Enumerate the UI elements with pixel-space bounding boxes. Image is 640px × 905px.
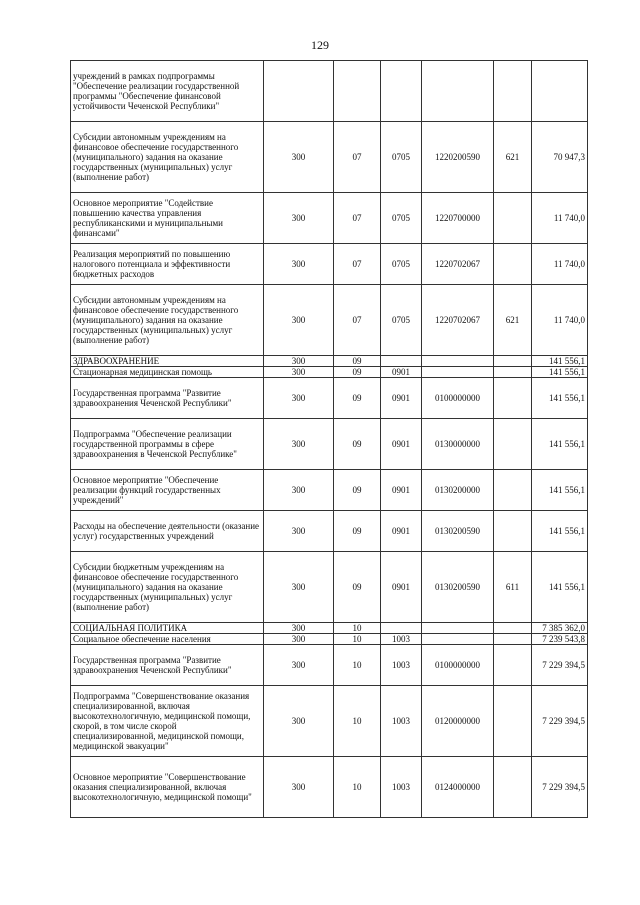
subsection-code-cell: 0901 (381, 419, 422, 470)
amount-cell: 7 229 394,5 (532, 757, 588, 818)
subsection-code-cell (381, 356, 422, 367)
amount-cell: 7 239 543,8 (532, 634, 588, 645)
amount-cell: 141 556,1 (532, 367, 588, 378)
amount-cell: 141 556,1 (532, 552, 588, 623)
row-name-cell: Основное мероприятие "Совершенствование оказания специализированной, включая высокотехнологичную, медицинской помощи" (71, 757, 264, 818)
row-name-cell: Основное мероприятие "Обеспечение реализации функций государственных учреждений" (71, 470, 264, 511)
expense-type-cell (494, 378, 532, 419)
amount-cell: 141 556,1 (532, 470, 588, 511)
expense-type-cell (494, 244, 532, 285)
ministry-code-cell: 300 (264, 552, 334, 623)
table-row (71, 552, 588, 623)
subsection-code-cell: 0901 (381, 378, 422, 419)
amount-cell: 11 740,0 (532, 285, 588, 356)
table-row (71, 193, 588, 244)
expense-type-cell (494, 356, 532, 367)
section-code-cell: 09 (334, 356, 381, 367)
ministry-code-cell: 300 (264, 634, 334, 645)
subsection-code-cell (381, 623, 422, 634)
row-name-cell: учреждений в рамках подпрограммы "Обеспечение реализации государственной программы "Обеспечение финансовой устойчивости Чеченской Республики" (71, 61, 264, 122)
expense-type-cell: 621 (494, 285, 532, 356)
section-code-cell: 07 (334, 244, 381, 285)
target-article-cell: 0100000000 (422, 645, 494, 686)
section-code-cell: 10 (334, 686, 381, 757)
ministry-code-cell: 300 (264, 757, 334, 818)
ministry-code-cell (264, 61, 334, 122)
subsection-code-cell: 0901 (381, 511, 422, 552)
table-row (71, 122, 588, 193)
budget-table (70, 60, 588, 818)
target-article-cell: 0130000000 (422, 419, 494, 470)
page-number: 129 (311, 38, 329, 52)
section-code-cell: 09 (334, 367, 381, 378)
table-row (71, 686, 588, 757)
expense-type-cell (494, 757, 532, 818)
target-article-cell: 0124000000 (422, 757, 494, 818)
target-article-cell: 1220702067 (422, 244, 494, 285)
target-article-cell (422, 367, 494, 378)
amount-cell: 7 385 362,0 (532, 623, 588, 634)
table-row (71, 470, 588, 511)
subsection-code-cell: 0705 (381, 122, 422, 193)
ministry-code-cell: 300 (264, 511, 334, 552)
expense-type-cell (494, 419, 532, 470)
expense-type-cell (494, 61, 532, 122)
expense-type-cell (494, 623, 532, 634)
subsection-code-cell: 0705 (381, 244, 422, 285)
amount-cell: 70 947,3 (532, 122, 588, 193)
target-article-cell (422, 623, 494, 634)
ministry-code-cell: 300 (264, 470, 334, 511)
row-name-cell: Государственная программа "Развитие здравоохранения Чеченской Республики" (71, 645, 264, 686)
section-code-cell: 09 (334, 419, 381, 470)
row-name-cell: Субсидии бюджетным учреждениям на финансовое обеспечение государственного (муниципального) задания на оказание государственных (муниципальных) услуг (выполнение работ) (71, 552, 264, 623)
row-name-cell: Расходы на обеспечение деятельности (оказание услуг) государственных учреждений (71, 511, 264, 552)
amount-cell: 7 229 394,5 (532, 645, 588, 686)
table-row (71, 356, 588, 367)
target-article-cell: 0130200590 (422, 552, 494, 623)
ministry-code-cell: 300 (264, 285, 334, 356)
subsection-code-cell: 1003 (381, 645, 422, 686)
expense-type-cell (494, 634, 532, 645)
ministry-code-cell: 300 (264, 419, 334, 470)
section-code-cell: 10 (334, 645, 381, 686)
subsection-code-cell: 0705 (381, 193, 422, 244)
expense-type-cell: 621 (494, 122, 532, 193)
amount-cell (532, 61, 588, 122)
expense-type-cell: 611 (494, 552, 532, 623)
target-article-cell: 0120000000 (422, 686, 494, 757)
ministry-code-cell: 300 (264, 356, 334, 367)
section-code-cell: 09 (334, 378, 381, 419)
expense-type-cell (494, 686, 532, 757)
amount-cell: 141 556,1 (532, 378, 588, 419)
target-article-cell: 0100000000 (422, 378, 494, 419)
section-code-cell: 10 (334, 623, 381, 634)
section-code-cell (334, 61, 381, 122)
table-row (71, 367, 588, 378)
row-name-cell: Подпрограмма "Обеспечение реализации государственной программы в сфере здравоохранения в Чеченской Республике" (71, 419, 264, 470)
target-article-cell: 0130200590 (422, 511, 494, 552)
subsection-code-cell: 1003 (381, 686, 422, 757)
section-code-cell: 09 (334, 470, 381, 511)
ministry-code-cell: 300 (264, 686, 334, 757)
ministry-code-cell: 300 (264, 645, 334, 686)
target-article-cell (422, 356, 494, 367)
subsection-code-cell: 0901 (381, 470, 422, 511)
table-row (71, 244, 588, 285)
section-code-cell: 07 (334, 193, 381, 244)
subsection-code-cell: 0901 (381, 552, 422, 623)
target-article-cell (422, 61, 494, 122)
row-name-cell: Основное мероприятие "Содействие повышению качества управления республиканскими и муниципальными финансами" (71, 193, 264, 244)
row-name-cell: Государственная программа "Развитие здравоохранения Чеченской Республики" (71, 378, 264, 419)
target-article-cell: 1220702067 (422, 285, 494, 356)
section-code-cell: 07 (334, 285, 381, 356)
target-article-cell: 0130200000 (422, 470, 494, 511)
table-row (71, 61, 588, 122)
subsection-code-cell: 0901 (381, 367, 422, 378)
expense-type-cell (494, 645, 532, 686)
row-name-cell: Субсидии автономным учреждениям на финансовое обеспечение государственного (муниципального) задания на оказание государственных (муниципальных) услуг (выполнение работ) (71, 122, 264, 193)
section-code-cell: 10 (334, 757, 381, 818)
expense-type-cell (494, 367, 532, 378)
section-code-cell: 09 (334, 552, 381, 623)
row-name-cell: Социальное обеспечение населения (71, 634, 264, 645)
subsection-code-cell: 1003 (381, 634, 422, 645)
section-code-cell: 09 (334, 511, 381, 552)
row-name-cell: ЗДРАВООХРАНЕНИЕ (71, 356, 264, 367)
amount-cell: 141 556,1 (532, 511, 588, 552)
section-code-cell: 10 (334, 634, 381, 645)
ministry-code-cell: 300 (264, 367, 334, 378)
row-name-cell: Реализация мероприятий по повышению налогового потенциала и эффективности бюджетных расходов (71, 244, 264, 285)
table-row (71, 285, 588, 356)
ministry-code-cell: 300 (264, 378, 334, 419)
subsection-code-cell (381, 61, 422, 122)
amount-cell: 11 740,0 (532, 193, 588, 244)
amount-cell: 7 229 394,5 (532, 686, 588, 757)
row-name-cell: СОЦИАЛЬНАЯ ПОЛИТИКА (71, 623, 264, 634)
table-row (71, 757, 588, 818)
table-row (71, 634, 588, 645)
ministry-code-cell: 300 (264, 623, 334, 634)
section-code-cell: 07 (334, 122, 381, 193)
target-article-cell: 1220200590 (422, 122, 494, 193)
table-row (71, 378, 588, 419)
amount-cell: 141 556,1 (532, 356, 588, 367)
table-body (71, 61, 588, 818)
table-row (71, 419, 588, 470)
row-name-cell: Стационарная медицинская помощь (71, 367, 264, 378)
expense-type-cell (494, 511, 532, 552)
table-row (71, 623, 588, 634)
subsection-code-cell: 0705 (381, 285, 422, 356)
table-row (71, 511, 588, 552)
ministry-code-cell: 300 (264, 122, 334, 193)
target-article-cell (422, 634, 494, 645)
ministry-code-cell: 300 (264, 244, 334, 285)
subsection-code-cell: 1003 (381, 757, 422, 818)
row-name-cell: Подпрограмма "Совершенствование оказания специализированной, включая высокотехнологичную, медицинской помощи, скорой, в том числе скорой специализированной, медицинской помощи, медицинской эвакуации" (71, 686, 264, 757)
expense-type-cell (494, 470, 532, 511)
expense-type-cell (494, 193, 532, 244)
target-article-cell: 1220700000 (422, 193, 494, 244)
table-row (71, 645, 588, 686)
amount-cell: 11 740,0 (532, 244, 588, 285)
amount-cell: 141 556,1 (532, 419, 588, 470)
row-name-cell: Субсидии автономным учреждениям на финансовое обеспечение государственного (муниципального) задания на оказание государственных (муниципальных) услуг (выполнение работ) (71, 285, 264, 356)
ministry-code-cell: 300 (264, 193, 334, 244)
